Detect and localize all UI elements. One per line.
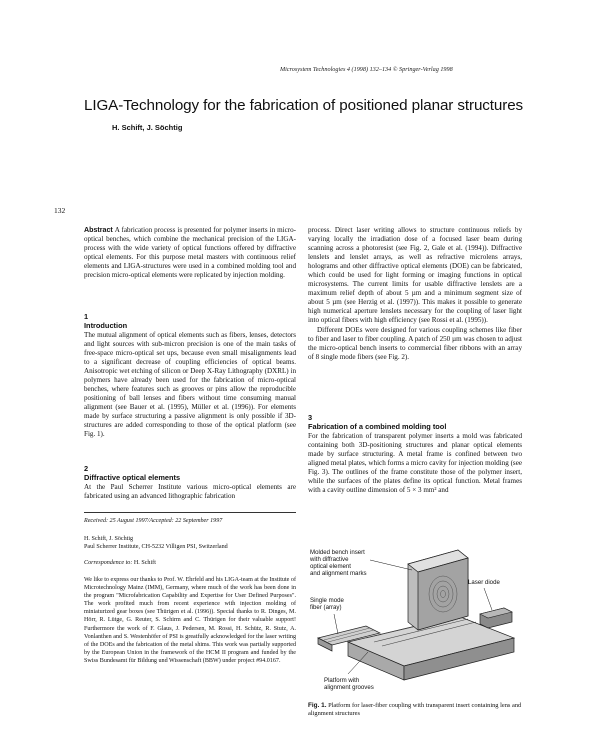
page-number: 132 bbox=[54, 206, 66, 215]
section-2-heading: Diffractive optical elements bbox=[84, 473, 181, 482]
correspondence-name: H. Schift bbox=[133, 560, 156, 566]
section-2 bbox=[84, 464, 296, 501]
section-2-text: At the Paul Scherrer Institute various micro-optical elements are fabricated using an advanced lithographic fabrication bbox=[84, 482, 296, 500]
label-insert-4: and alignment marks bbox=[310, 570, 367, 577]
footnote-rule bbox=[84, 512, 296, 513]
abstract-block bbox=[84, 226, 296, 280]
figure-1-caption-text: Platform for laser-fiber coupling with transparent insert containing lens and alignment structures bbox=[308, 702, 522, 717]
journal-header: Microsystem Technologies 4 (1998) 132–134 © Springer-Verlag 1998 bbox=[280, 66, 453, 73]
label-laser: Laser diode bbox=[468, 579, 500, 586]
label-insert-1: Molded bench insert bbox=[310, 549, 365, 556]
section-1-heading: Introduction bbox=[84, 321, 128, 330]
label-insert-3: optical element bbox=[310, 563, 351, 570]
section-2-paragraph-2: Different DOEs were designed for various coupling schemes like fiber to fiber and laser to fiber coupling. A patch of 250 µm was chosen to adjust the micro-optical bench inserts to commercial fiber ribbons with an array of 8 single mode fibers (see Fig. 2). bbox=[308, 325, 522, 361]
author-address bbox=[84, 535, 296, 551]
abstract-label: Abstract bbox=[84, 226, 113, 234]
label-fiber-2: fiber (array) bbox=[310, 604, 342, 611]
acknowledgement: We like to express our thanks to Prof. W. Ehrfeld and his LIGA-team at the Institute of Microtechnology Mainz (IMM), Germany, where much of the work has been done in the program "Microfabrication Capability and Expertise for User Defined Purposes". The work profited much from recent experience with injection molding of miniaturized gear boxes (see Thürigen et al. (1996)). Special thanks to R. Dinges, M. Hörr, R. Lütge, G. Reuter, S. Schirm and C. Thürigen for their valuable support! Furthermore the work of F. Glaus, J. Pedersen, M. Rossi, H. Schütz, R. Stutz, A. Vonlanthen and S. Westenhöfer of PSI is greatfully acknowledged for the laser writing of the DOEs and the fabrication of the metal shims. This work was partially supported by the European Union in the framework of the HCM II program and funded by the Swiss Bundesamt für Bildung und Wissenschaft (BBW) under project #94.0167. bbox=[84, 577, 296, 664]
label-platform-2: alignment grooves bbox=[324, 684, 374, 691]
section-2-number: 2 bbox=[84, 464, 89, 473]
figure-1-caption bbox=[308, 702, 522, 718]
paper-authors: H. Schift, J. Söchtig bbox=[112, 123, 183, 132]
section-3-heading: Fabrication of a combined molding tool bbox=[308, 422, 447, 431]
label-insert-2: with diffractive bbox=[310, 556, 349, 563]
address-institute: Paul Scherrer Institute, CH-5232 Villigen PSI, Switzerland bbox=[84, 544, 228, 551]
correspondence bbox=[84, 559, 296, 567]
leader-fiber bbox=[334, 614, 338, 634]
leader-insert bbox=[370, 560, 412, 570]
abstract-text: A fabrication process is presented for polymer inserts in micro-optical benches, which combine the mechanical precision of the LIGA-process with the wide variety of optical functions offered by diffractive optical elements. For this purpose metal masters with continuous relief elements and LIGA-structures were used in a combined molding tool and precision micro-optical elements were replicated by injection molding. bbox=[84, 226, 296, 280]
section-3-number: 3 bbox=[308, 413, 313, 422]
figure-1-diagram bbox=[308, 530, 522, 700]
section-3-text: For the fabrication of transparent polymer inserts a mold was fabricated containing both 3D-positioning structures and planar optical elements made by surface structuring. A metal frame is confined between two aligned metal plates, which forms a micro cavity for injection molding (see Fig. 3). The outlines of the frame constitute those of the polymer insert, while the surfaces of the plates define its optical function. Metal frames with a cavity outline dimension of 5 × 3 mm² and bbox=[308, 431, 522, 494]
figure-1-caption-label: Fig. 1. bbox=[308, 702, 327, 709]
address-names: H. Schift, J. Söchtig bbox=[84, 536, 134, 542]
leader-laser bbox=[484, 588, 492, 610]
section-2-continued: process. Direct laser writing allows to structure continuous reliefs by varying locally the irradiation dose of a focused laser beam during scanning across a photoresist (see Fig. 2, Gale et al. (1994)). Diffractive lenslets and lenslet arrays, as well as refractive microlens arrays, holograms and other diffractive optical elements (DOE) can be fabricated, which could be used for light forming or imaging functions in optical microsystems. The current limits for usable diffractive lenslets are a maximum relief depth of about 5 µm and a minimum segment size of about 5 µm (see Herzig et al. (1997)). This makes it possible to generate high numerical aperture lenslets necessary for the coupling of laser light into optical fibers with high efficiency (see Rossi et al. (1995)). bbox=[308, 226, 522, 325]
label-platform-1: Platform with bbox=[324, 677, 360, 684]
section-1-text: The mutual alignment of optical elements such as fibers, lenses, detectors and light sources with sub-micron precision is one of the main tasks of free-space micro-optical set ups, because even small misalignments lead to a significant decrease of coupling efficiencies of optical beams. Anisotropic wet etching of silicon or Deep X-Ray Lithography (DXRL) in polymers have already been used for the fabrication of micro-optical benches, where features such as grooves or pins allow the reproducible positioning of ball lenses and fibers without time consuming manual alignment (see Bauer et al. (1995), Müller et al. (1996)). For elements made by surface structuring a passive alignment is only possible if 3D-structures are added corresponding to those of the optical platform (see Fig. 1). bbox=[84, 330, 296, 439]
paper-title: LIGA-Technology for the fabrication of positioned planar structures bbox=[84, 97, 524, 114]
section-1 bbox=[84, 312, 296, 439]
section-1-number: 1 bbox=[84, 312, 89, 321]
label-fiber-1: Single mode bbox=[310, 597, 344, 604]
received-dates: Received: 25 August 1997/Accepted: 22 September 1997 bbox=[84, 518, 223, 524]
correspondence-label: Correspondence to: bbox=[84, 560, 133, 566]
section-3 bbox=[308, 413, 522, 495]
right-column-text bbox=[308, 226, 522, 362]
